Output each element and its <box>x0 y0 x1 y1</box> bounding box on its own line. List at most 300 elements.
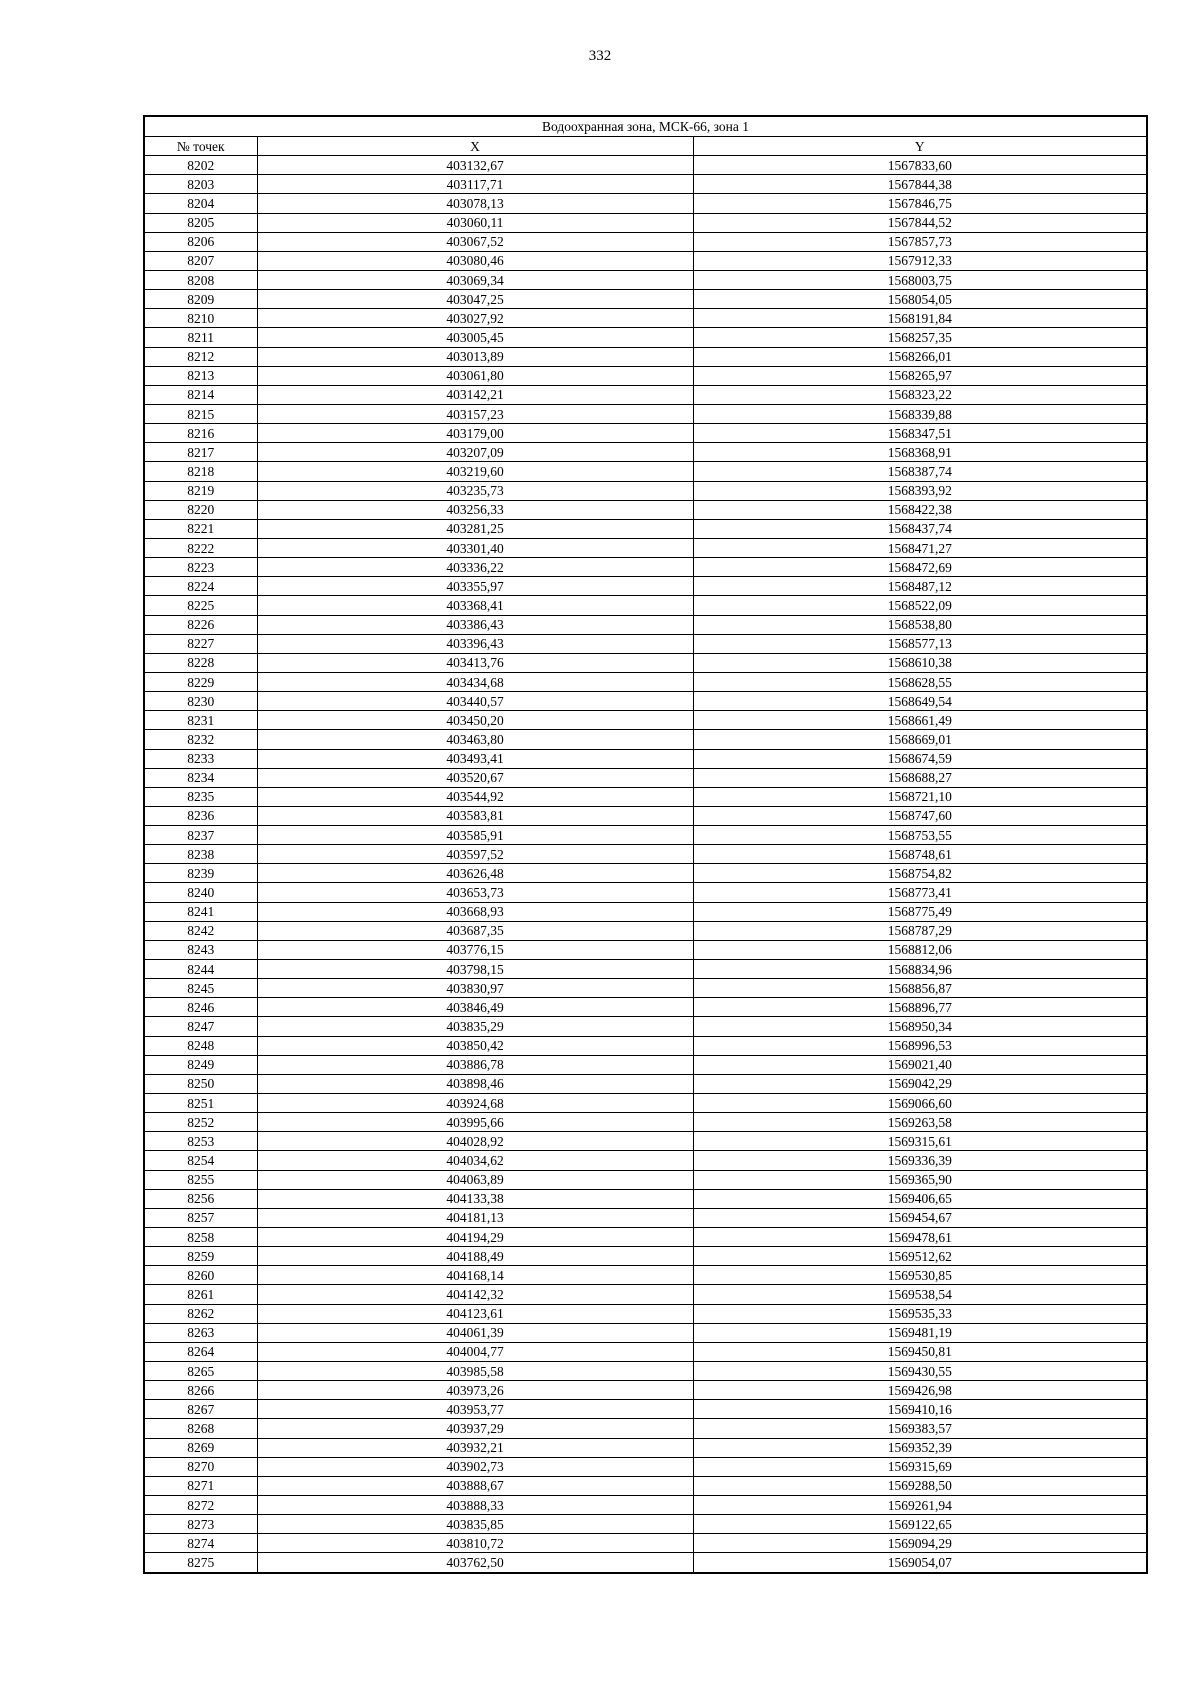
table-row <box>144 845 1147 864</box>
y-coordinate-cell: 1569315,69 <box>693 1457 1147 1476</box>
x-coordinate-cell: 403888,67 <box>257 1476 693 1495</box>
y-coordinate-cell: 1569122,65 <box>693 1515 1147 1534</box>
x-coordinate-cell: 403142,21 <box>257 385 693 404</box>
point-number-cell: 8227 <box>144 634 257 653</box>
table-row <box>144 883 1147 902</box>
y-coordinate-cell: 1568339,88 <box>693 404 1147 423</box>
table-row <box>144 1323 1147 1342</box>
table-row <box>144 1074 1147 1093</box>
table-row <box>144 1228 1147 1247</box>
point-number-cell: 8209 <box>144 290 257 309</box>
x-coordinate-cell: 403061,80 <box>257 366 693 385</box>
header-x: X <box>257 137 693 156</box>
table-row <box>144 1094 1147 1113</box>
y-coordinate-cell: 1568721,10 <box>693 787 1147 806</box>
y-coordinate-cell: 1568610,38 <box>693 653 1147 672</box>
x-coordinate-cell: 403995,66 <box>257 1113 693 1132</box>
table-row <box>144 615 1147 634</box>
table-row <box>144 1342 1147 1361</box>
x-coordinate-cell: 403597,52 <box>257 845 693 864</box>
y-coordinate-cell: 1569383,57 <box>693 1419 1147 1438</box>
x-coordinate-cell: 403932,21 <box>257 1438 693 1457</box>
header-point-number: № точек <box>144 137 257 156</box>
x-coordinate-cell: 403235,73 <box>257 481 693 500</box>
x-coordinate-cell: 403440,57 <box>257 692 693 711</box>
point-number-cell: 8272 <box>144 1495 257 1514</box>
table-row <box>144 787 1147 806</box>
point-number-cell: 8255 <box>144 1170 257 1189</box>
table-row <box>144 1170 1147 1189</box>
x-coordinate-cell: 403776,15 <box>257 940 693 959</box>
y-coordinate-cell: 1568950,34 <box>693 1017 1147 1036</box>
y-coordinate-cell: 1568487,12 <box>693 577 1147 596</box>
x-coordinate-cell: 404181,13 <box>257 1208 693 1227</box>
point-number-cell: 8261 <box>144 1285 257 1304</box>
table-row <box>144 1247 1147 1266</box>
table-row <box>144 443 1147 462</box>
x-coordinate-cell: 403078,13 <box>257 194 693 213</box>
x-coordinate-cell: 403953,77 <box>257 1400 693 1419</box>
point-number-cell: 8228 <box>144 653 257 672</box>
table-row <box>144 1476 1147 1495</box>
table-row <box>144 634 1147 653</box>
page-number: 332 <box>588 48 612 64</box>
x-coordinate-cell: 403301,40 <box>257 538 693 557</box>
y-coordinate-cell: 1569352,39 <box>693 1438 1147 1457</box>
point-number-cell: 8230 <box>144 692 257 711</box>
x-coordinate-cell: 403336,22 <box>257 558 693 577</box>
y-coordinate-cell: 1568834,96 <box>693 960 1147 979</box>
table-row <box>144 309 1147 328</box>
x-coordinate-cell: 404063,89 <box>257 1170 693 1189</box>
table-body <box>144 156 1147 1573</box>
x-coordinate-cell: 403924,68 <box>257 1094 693 1113</box>
point-number-cell: 8214 <box>144 385 257 404</box>
x-coordinate-cell: 403132,67 <box>257 156 693 175</box>
x-coordinate-cell: 403846,49 <box>257 998 693 1017</box>
point-number-cell: 8207 <box>144 251 257 270</box>
y-coordinate-cell: 1568471,27 <box>693 538 1147 557</box>
point-number-cell: 8203 <box>144 175 257 194</box>
table-row <box>144 979 1147 998</box>
point-number-cell: 8263 <box>144 1323 257 1342</box>
y-coordinate-cell: 1569535,33 <box>693 1304 1147 1323</box>
table-row <box>144 902 1147 921</box>
y-coordinate-cell: 1569066,60 <box>693 1094 1147 1113</box>
point-number-cell: 8223 <box>144 558 257 577</box>
table-row <box>144 328 1147 347</box>
y-coordinate-cell: 1568191,84 <box>693 309 1147 328</box>
table-row <box>144 519 1147 538</box>
x-coordinate-cell: 403835,85 <box>257 1515 693 1534</box>
table-row <box>144 921 1147 940</box>
y-coordinate-cell: 1569426,98 <box>693 1381 1147 1400</box>
table-row <box>144 960 1147 979</box>
point-number-cell: 8258 <box>144 1228 257 1247</box>
y-coordinate-cell: 1569481,19 <box>693 1323 1147 1342</box>
x-coordinate-cell: 403368,41 <box>257 596 693 615</box>
y-coordinate-cell: 1568003,75 <box>693 270 1147 289</box>
y-coordinate-cell: 1568393,92 <box>693 481 1147 500</box>
x-coordinate-cell: 403668,93 <box>257 902 693 921</box>
table-row <box>144 156 1147 175</box>
y-coordinate-cell: 1568437,74 <box>693 519 1147 538</box>
y-coordinate-cell: 1568753,55 <box>693 826 1147 845</box>
x-coordinate-cell: 403888,33 <box>257 1495 693 1514</box>
point-number-cell: 8238 <box>144 845 257 864</box>
table-row <box>144 711 1147 730</box>
table-row <box>144 653 1147 672</box>
table-title: Водоохранная зона, МСК-66, зона 1 <box>144 116 1147 137</box>
point-number-cell: 8257 <box>144 1208 257 1227</box>
table-row <box>144 385 1147 404</box>
y-coordinate-cell: 1568628,55 <box>693 672 1147 691</box>
y-coordinate-cell: 1569454,67 <box>693 1208 1147 1227</box>
point-number-cell: 8268 <box>144 1419 257 1438</box>
x-coordinate-cell: 403413,76 <box>257 653 693 672</box>
x-coordinate-cell: 403027,92 <box>257 309 693 328</box>
point-number-cell: 8242 <box>144 921 257 940</box>
x-coordinate-cell: 403762,50 <box>257 1553 693 1573</box>
table-row <box>144 672 1147 691</box>
x-coordinate-cell: 403585,91 <box>257 826 693 845</box>
point-number-cell: 8226 <box>144 615 257 634</box>
x-coordinate-cell: 403179,00 <box>257 424 693 443</box>
table-row <box>144 538 1147 557</box>
point-number-cell: 8269 <box>144 1438 257 1457</box>
table-title-row <box>144 116 1147 137</box>
point-number-cell: 8247 <box>144 1017 257 1036</box>
x-coordinate-cell: 403973,26 <box>257 1381 693 1400</box>
x-coordinate-cell: 403835,29 <box>257 1017 693 1036</box>
x-coordinate-cell: 403653,73 <box>257 883 693 902</box>
y-coordinate-cell: 1569512,62 <box>693 1247 1147 1266</box>
x-coordinate-cell: 403798,15 <box>257 960 693 979</box>
x-coordinate-cell: 403396,43 <box>257 634 693 653</box>
table-row <box>144 1266 1147 1285</box>
y-coordinate-cell: 1568522,09 <box>693 596 1147 615</box>
point-number-cell: 8236 <box>144 806 257 825</box>
table-row <box>144 1400 1147 1419</box>
x-coordinate-cell: 403544,92 <box>257 787 693 806</box>
x-coordinate-cell: 403207,09 <box>257 443 693 462</box>
y-coordinate-cell: 1568896,77 <box>693 998 1147 1017</box>
point-number-cell: 8274 <box>144 1534 257 1553</box>
point-number-cell: 8250 <box>144 1074 257 1093</box>
point-number-cell: 8220 <box>144 500 257 519</box>
table-row <box>144 940 1147 959</box>
table-row <box>144 481 1147 500</box>
point-number-cell: 8239 <box>144 864 257 883</box>
table-row <box>144 1017 1147 1036</box>
table-row <box>144 1036 1147 1055</box>
point-number-cell: 8212 <box>144 347 257 366</box>
y-coordinate-cell: 1568674,59 <box>693 749 1147 768</box>
point-number-cell: 8219 <box>144 481 257 500</box>
table-row <box>144 232 1147 251</box>
point-number-cell: 8259 <box>144 1247 257 1266</box>
x-coordinate-cell: 403830,97 <box>257 979 693 998</box>
point-number-cell: 8211 <box>144 328 257 347</box>
table-row <box>144 768 1147 787</box>
y-coordinate-cell: 1568368,91 <box>693 443 1147 462</box>
y-coordinate-cell: 1568812,06 <box>693 940 1147 959</box>
table-row <box>144 577 1147 596</box>
x-coordinate-cell: 404194,29 <box>257 1228 693 1247</box>
x-coordinate-cell: 403886,78 <box>257 1055 693 1074</box>
point-number-cell: 8233 <box>144 749 257 768</box>
table-row <box>144 1438 1147 1457</box>
point-number-cell: 8241 <box>144 902 257 921</box>
y-coordinate-cell: 1569478,61 <box>693 1228 1147 1247</box>
point-number-cell: 8232 <box>144 730 257 749</box>
y-coordinate-cell: 1568649,54 <box>693 692 1147 711</box>
y-coordinate-cell: 1568265,97 <box>693 366 1147 385</box>
table-row <box>144 251 1147 270</box>
y-coordinate-cell: 1568787,29 <box>693 921 1147 940</box>
point-number-cell: 8221 <box>144 519 257 538</box>
y-coordinate-cell: 1568996,53 <box>693 1036 1147 1055</box>
y-coordinate-cell: 1569450,81 <box>693 1342 1147 1361</box>
point-number-cell: 8245 <box>144 979 257 998</box>
point-number-cell: 8275 <box>144 1553 257 1573</box>
point-number-cell: 8202 <box>144 156 257 175</box>
point-number-cell: 8205 <box>144 213 257 232</box>
point-number-cell: 8264 <box>144 1342 257 1361</box>
table-row <box>144 213 1147 232</box>
x-coordinate-cell: 403060,11 <box>257 213 693 232</box>
y-coordinate-cell: 1569315,61 <box>693 1132 1147 1151</box>
x-coordinate-cell: 403985,58 <box>257 1362 693 1381</box>
x-coordinate-cell: 403626,48 <box>257 864 693 883</box>
y-coordinate-cell: 1567833,60 <box>693 156 1147 175</box>
y-coordinate-cell: 1568054,05 <box>693 290 1147 309</box>
x-coordinate-cell: 403005,45 <box>257 328 693 347</box>
point-number-cell: 8215 <box>144 404 257 423</box>
y-coordinate-cell: 1569410,16 <box>693 1400 1147 1419</box>
x-coordinate-cell: 403219,60 <box>257 462 693 481</box>
table-header-row <box>144 137 1147 156</box>
x-coordinate-cell: 403355,97 <box>257 577 693 596</box>
point-number-cell: 8208 <box>144 270 257 289</box>
x-coordinate-cell: 403520,67 <box>257 768 693 787</box>
table-row <box>144 290 1147 309</box>
y-coordinate-cell: 1567846,75 <box>693 194 1147 213</box>
x-coordinate-cell: 403687,35 <box>257 921 693 940</box>
header-y: Y <box>693 137 1147 156</box>
y-coordinate-cell: 1568775,49 <box>693 902 1147 921</box>
point-number-cell: 8251 <box>144 1094 257 1113</box>
x-coordinate-cell: 404028,92 <box>257 1132 693 1151</box>
x-coordinate-cell: 403463,80 <box>257 730 693 749</box>
table-row <box>144 749 1147 768</box>
y-coordinate-cell: 1568747,60 <box>693 806 1147 825</box>
table-row <box>144 1208 1147 1227</box>
x-coordinate-cell: 404123,61 <box>257 1304 693 1323</box>
table-row <box>144 1553 1147 1573</box>
y-coordinate-cell: 1568422,38 <box>693 500 1147 519</box>
y-coordinate-cell: 1567844,52 <box>693 213 1147 232</box>
y-coordinate-cell: 1569021,40 <box>693 1055 1147 1074</box>
y-coordinate-cell: 1568266,01 <box>693 347 1147 366</box>
y-coordinate-cell: 1568323,22 <box>693 385 1147 404</box>
table-row <box>144 1055 1147 1074</box>
table-row <box>144 1419 1147 1438</box>
y-coordinate-cell: 1568748,61 <box>693 845 1147 864</box>
table-row <box>144 1285 1147 1304</box>
y-coordinate-cell: 1569263,58 <box>693 1113 1147 1132</box>
y-coordinate-cell: 1568754,82 <box>693 864 1147 883</box>
table-row <box>144 692 1147 711</box>
table-row <box>144 1457 1147 1476</box>
y-coordinate-cell: 1569094,29 <box>693 1534 1147 1553</box>
point-number-cell: 8243 <box>144 940 257 959</box>
point-number-cell: 8270 <box>144 1457 257 1476</box>
point-number-cell: 8231 <box>144 711 257 730</box>
y-coordinate-cell: 1568856,87 <box>693 979 1147 998</box>
x-coordinate-cell: 403386,43 <box>257 615 693 634</box>
table-row <box>144 1132 1147 1151</box>
point-number-cell: 8222 <box>144 538 257 557</box>
x-coordinate-cell: 403850,42 <box>257 1036 693 1055</box>
point-number-cell: 8262 <box>144 1304 257 1323</box>
table-row <box>144 864 1147 883</box>
y-coordinate-cell: 1569406,65 <box>693 1189 1147 1208</box>
y-coordinate-cell: 1569288,50 <box>693 1476 1147 1495</box>
point-number-cell: 8260 <box>144 1266 257 1285</box>
y-coordinate-cell: 1568688,27 <box>693 768 1147 787</box>
point-number-cell: 8210 <box>144 309 257 328</box>
table-row <box>144 1304 1147 1323</box>
table-row <box>144 462 1147 481</box>
y-coordinate-cell: 1568669,01 <box>693 730 1147 749</box>
x-coordinate-cell: 403157,23 <box>257 404 693 423</box>
x-coordinate-cell: 404061,39 <box>257 1323 693 1342</box>
point-number-cell: 8217 <box>144 443 257 462</box>
x-coordinate-cell: 404188,49 <box>257 1247 693 1266</box>
y-coordinate-cell: 1567857,73 <box>693 232 1147 251</box>
y-coordinate-cell: 1569430,55 <box>693 1362 1147 1381</box>
point-number-cell: 8213 <box>144 366 257 385</box>
table-row <box>144 1189 1147 1208</box>
table-row <box>144 998 1147 1017</box>
x-coordinate-cell: 403937,29 <box>257 1419 693 1438</box>
point-number-cell: 8229 <box>144 672 257 691</box>
table-row <box>144 596 1147 615</box>
x-coordinate-cell: 404004,77 <box>257 1342 693 1361</box>
y-coordinate-cell: 1567844,38 <box>693 175 1147 194</box>
y-coordinate-cell: 1567912,33 <box>693 251 1147 270</box>
table-row <box>144 500 1147 519</box>
x-coordinate-cell: 403069,34 <box>257 270 693 289</box>
y-coordinate-cell: 1568257,35 <box>693 328 1147 347</box>
point-number-cell: 8240 <box>144 883 257 902</box>
x-coordinate-cell: 404142,32 <box>257 1285 693 1304</box>
point-number-cell: 8237 <box>144 826 257 845</box>
point-number-cell: 8256 <box>144 1189 257 1208</box>
y-coordinate-cell: 1569054,07 <box>693 1553 1147 1573</box>
y-coordinate-cell: 1569365,90 <box>693 1170 1147 1189</box>
y-coordinate-cell: 1569336,39 <box>693 1151 1147 1170</box>
x-coordinate-cell: 403117,71 <box>257 175 693 194</box>
point-number-cell: 8244 <box>144 960 257 979</box>
x-coordinate-cell: 404034,62 <box>257 1151 693 1170</box>
x-coordinate-cell: 403281,25 <box>257 519 693 538</box>
point-number-cell: 8265 <box>144 1362 257 1381</box>
table-row <box>144 730 1147 749</box>
x-coordinate-cell: 403902,73 <box>257 1457 693 1476</box>
y-coordinate-cell: 1568538,80 <box>693 615 1147 634</box>
table-row <box>144 1381 1147 1400</box>
y-coordinate-cell: 1568347,51 <box>693 424 1147 443</box>
point-number-cell: 8254 <box>144 1151 257 1170</box>
table-row <box>144 270 1147 289</box>
x-coordinate-cell: 404133,38 <box>257 1189 693 1208</box>
x-coordinate-cell: 403080,46 <box>257 251 693 270</box>
point-number-cell: 8204 <box>144 194 257 213</box>
x-coordinate-cell: 403450,20 <box>257 711 693 730</box>
point-number-cell: 8252 <box>144 1113 257 1132</box>
table-row <box>144 424 1147 443</box>
x-coordinate-cell: 403067,52 <box>257 232 693 251</box>
y-coordinate-cell: 1568577,13 <box>693 634 1147 653</box>
point-number-cell: 8234 <box>144 768 257 787</box>
y-coordinate-cell: 1569042,29 <box>693 1074 1147 1093</box>
y-coordinate-cell: 1568472,69 <box>693 558 1147 577</box>
x-coordinate-cell: 403583,81 <box>257 806 693 825</box>
table-row <box>144 1362 1147 1381</box>
point-number-cell: 8246 <box>144 998 257 1017</box>
point-number-cell: 8273 <box>144 1515 257 1534</box>
table-row <box>144 826 1147 845</box>
point-number-cell: 8271 <box>144 1476 257 1495</box>
table-row <box>144 1515 1147 1534</box>
x-coordinate-cell: 403810,72 <box>257 1534 693 1553</box>
table-row <box>144 558 1147 577</box>
table-row <box>144 366 1147 385</box>
table-row <box>144 1113 1147 1132</box>
x-coordinate-cell: 403434,68 <box>257 672 693 691</box>
point-number-cell: 8248 <box>144 1036 257 1055</box>
point-number-cell: 8253 <box>144 1132 257 1151</box>
x-coordinate-cell: 403898,46 <box>257 1074 693 1093</box>
x-coordinate-cell: 403493,41 <box>257 749 693 768</box>
point-number-cell: 8267 <box>144 1400 257 1419</box>
table-row <box>144 1495 1147 1514</box>
x-coordinate-cell: 403013,89 <box>257 347 693 366</box>
point-number-cell: 8235 <box>144 787 257 806</box>
point-number-cell: 8266 <box>144 1381 257 1400</box>
point-number-cell: 8218 <box>144 462 257 481</box>
point-number-cell: 8216 <box>144 424 257 443</box>
y-coordinate-cell: 1568773,41 <box>693 883 1147 902</box>
y-coordinate-cell: 1568661,49 <box>693 711 1147 730</box>
table-row <box>144 175 1147 194</box>
x-coordinate-cell: 403256,33 <box>257 500 693 519</box>
x-coordinate-cell: 404168,14 <box>257 1266 693 1285</box>
coordinates-table <box>143 115 1148 1574</box>
x-coordinate-cell: 403047,25 <box>257 290 693 309</box>
point-number-cell: 8224 <box>144 577 257 596</box>
y-coordinate-cell: 1568387,74 <box>693 462 1147 481</box>
table-row <box>144 194 1147 213</box>
y-coordinate-cell: 1569538,54 <box>693 1285 1147 1304</box>
point-number-cell: 8249 <box>144 1055 257 1074</box>
table-row <box>144 1151 1147 1170</box>
y-coordinate-cell: 1569261,94 <box>693 1495 1147 1514</box>
table-row <box>144 806 1147 825</box>
table-row <box>144 1534 1147 1553</box>
